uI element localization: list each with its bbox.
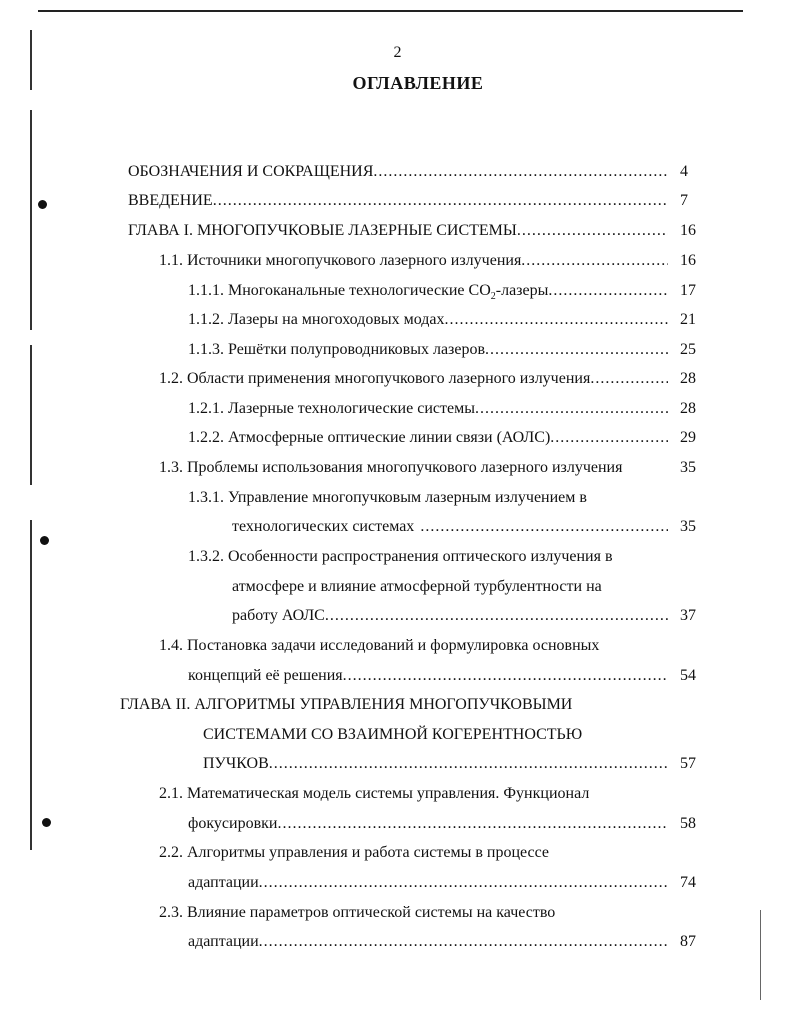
leader-dots: [485, 338, 668, 362]
toc-page-number: 35: [680, 459, 696, 476]
toc-entry-text-part: -лазеры: [495, 282, 549, 299]
toc-entry: [128, 160, 668, 184]
toc-entry: [188, 426, 668, 450]
toc-entry-text: 1.1.2. Лазеры на многоходовых модах: [188, 311, 445, 328]
leader-dots: [213, 189, 668, 213]
toc-entry-text: ОБОЗНАЧЕНИЯ И СОКРАЩЕНИЯ: [128, 163, 374, 180]
toc-entry-text: 1.3.2. Особенности распространения оптического излучения в: [188, 548, 613, 565]
page-title: ОГЛАВЛЕНИЕ: [352, 73, 484, 93]
toc-entry-continuation: [203, 752, 668, 776]
toc-page-number: 28: [680, 400, 696, 417]
toc-entry: [128, 189, 668, 213]
leader-dots: [445, 308, 668, 332]
toc-entry: [188, 545, 668, 569]
scan-edge-left: [30, 520, 32, 850]
leader-dots: [325, 604, 668, 628]
toc-page-number: 21: [680, 311, 696, 328]
toc-page-number: 4: [680, 163, 688, 180]
toc-entry-text: 1.3.1. Управление многопучковым лазерным излучением в: [188, 489, 587, 506]
toc-entry-text: ПУЧКОВ: [203, 755, 269, 772]
toc-entry: [159, 249, 668, 273]
toc-entry: [120, 693, 668, 717]
toc-entry-text: СИСТЕМАМИ СО ВЗАИМНОЙ КОГЕРЕНТНОСТЬЮ: [203, 726, 583, 743]
toc-page-number: 17: [680, 282, 696, 299]
toc-entry: [188, 397, 668, 421]
toc-entry-text: 1.2. Области применения многопучкового лазерного излучения: [159, 370, 591, 387]
leader-dots: [590, 367, 668, 391]
toc-entry: [188, 308, 668, 332]
toc-entry-text: работу АОЛС: [232, 607, 325, 624]
toc-page-number: 16: [680, 252, 696, 269]
toc-page-number: 74: [680, 874, 696, 891]
toc-entry-continuation: [188, 930, 668, 954]
leader-dots: [259, 871, 668, 895]
toc-entry-text: атмосфере и влияние атмосферной турбулентности на: [232, 578, 602, 595]
toc-entry-text: [188, 279, 548, 303]
toc-entry-text: ВВЕДЕНИЕ: [128, 192, 213, 209]
toc-entry-text: технологических системах: [232, 518, 415, 535]
leader-dots: [420, 515, 668, 539]
toc-entry-text: 1.1.3. Решётки полупроводниковых лазеров: [188, 341, 486, 358]
toc-entry-text: 2.3. Влияние параметров оптической системы на качество: [159, 904, 556, 921]
toc-entry-text: 1.2.2. Атмосферные оптические линии связи (АОЛС): [188, 429, 551, 446]
scan-edge-left: [30, 345, 32, 485]
toc-page-number: 37: [680, 607, 696, 624]
leader-dots: [259, 930, 668, 954]
toc-entry-text-part: 1.1.1. Многоканальные технологические CO: [188, 282, 491, 299]
toc-entry-continuation: [203, 723, 668, 747]
leader-dots: [521, 249, 668, 273]
toc-entry: [188, 279, 668, 303]
toc-page-number: 25: [680, 341, 696, 358]
punch-hole-mark: [42, 818, 51, 827]
toc-entry: [159, 841, 668, 865]
leader-dots: [550, 426, 668, 450]
scan-edge-right: [760, 910, 761, 1000]
toc-entry: [159, 456, 674, 480]
toc-entry: [159, 782, 668, 806]
page-number: 2: [393, 44, 402, 61]
toc-entry: [159, 367, 668, 391]
toc-entry-text: 1.3. Проблемы использования многопучкового лазерного излучения: [159, 459, 623, 476]
punch-hole-mark: [38, 200, 47, 209]
toc-entry-continuation: [232, 575, 668, 599]
leader-dots: [269, 752, 668, 776]
toc-entry-text: 1.1. Источники многопучкового лазерного излучения: [159, 252, 522, 269]
toc-entry-continuation: [188, 812, 668, 836]
toc-entry-text: 2.2. Алгоритмы управления и работа системы в процессе: [159, 844, 550, 861]
toc-entry: [159, 634, 668, 658]
scan-edge-left: [30, 110, 32, 330]
toc-entry-text: фокусировки: [188, 815, 278, 832]
toc-entry-text: адаптации: [188, 933, 259, 950]
scan-edge-top: [38, 10, 743, 12]
toc-entry-continuation: [188, 871, 668, 895]
toc-entry-text: 1.2.1. Лазерные технологические системы: [188, 400, 475, 417]
toc-entry: [188, 338, 668, 362]
toc-page-number: 35: [680, 518, 696, 535]
toc-entry-text: 1.4. Постановка задачи исследований и формулировка основных: [159, 637, 600, 654]
toc-entry-continuation: [232, 515, 668, 539]
toc-entry-text: концепций её решения: [188, 667, 343, 684]
toc-entry-text: 2.1. Математическая модель системы управления. Функционал: [159, 785, 590, 802]
toc-page-number: 29: [680, 429, 696, 446]
leader-dots: [517, 219, 668, 243]
toc-entry-text: ГЛАВА II. АЛГОРИТМЫ УПРАВЛЕНИЯ МНОГОПУЧКОВЫМИ: [120, 696, 573, 713]
toc-page-number: 28: [680, 370, 696, 387]
toc-entry-continuation: [188, 664, 668, 688]
toc-entry: [188, 486, 668, 510]
toc-entry: [159, 901, 668, 925]
toc-entry-text: адаптации: [188, 874, 259, 891]
toc-page-number: 54: [680, 667, 696, 684]
toc-entry-continuation: [232, 604, 668, 628]
toc-page-number: 16: [680, 222, 696, 239]
toc-page-number: 7: [680, 192, 688, 209]
toc-page-number: 57: [680, 755, 696, 772]
subscript: 2: [490, 291, 496, 303]
leader-dots: [373, 160, 668, 184]
leader-dots: [475, 397, 668, 421]
toc-entry: [128, 219, 668, 243]
toc-page-number: 87: [680, 933, 696, 950]
leader-dots: [548, 279, 668, 303]
toc-page-number: 58: [680, 815, 696, 832]
leader-dots: [277, 812, 668, 836]
punch-hole-mark: [40, 536, 49, 545]
leader-dots: [343, 664, 668, 688]
toc-entry-text: ГЛАВА I. МНОГОПУЧКОВЫЕ ЛАЗЕРНЫЕ СИСТЕМЫ: [128, 222, 517, 239]
